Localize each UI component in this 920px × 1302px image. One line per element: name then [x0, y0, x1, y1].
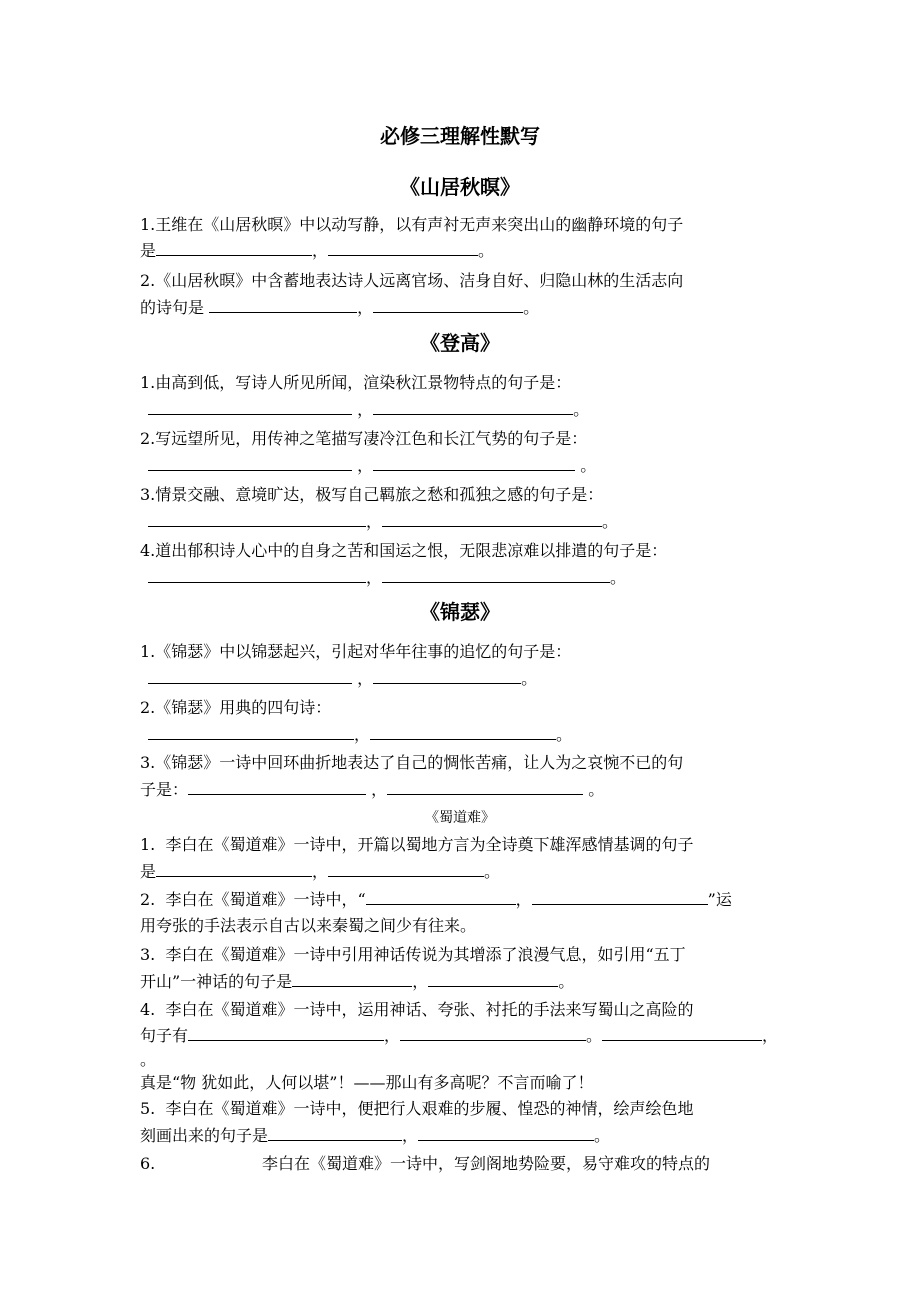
- answer-separator: ，: [366, 568, 383, 587]
- answer-line: [140, 971, 574, 993]
- answer-line: [148, 455, 596, 477]
- answer-separator: ，: [354, 725, 371, 744]
- answer-blank[interactable]: [382, 567, 610, 583]
- answer-blank[interactable]: [418, 1125, 594, 1141]
- answer-end: 。: [523, 298, 540, 317]
- answer-blank[interactable]: [156, 240, 312, 256]
- question-text: [140, 889, 732, 911]
- answer-end: 。: [478, 241, 495, 260]
- answer-line: [140, 297, 539, 319]
- answer-line: [148, 511, 618, 533]
- answer-separator: ，: [402, 1126, 419, 1145]
- question-text: 2.《锦瑟》用典的四句诗：: [140, 698, 332, 717]
- question-text: 2.《山居秋暝》中含蓄地表达诗人远离官场、洁身自好、归隐山林的生活志向: [140, 271, 684, 290]
- answer-blank[interactable]: [268, 1125, 402, 1141]
- answer-line: [140, 779, 604, 801]
- answer-blank[interactable]: [148, 399, 352, 415]
- answer-end: 。: [610, 568, 627, 587]
- answer-blank[interactable]: [382, 511, 602, 527]
- answer-blank[interactable]: [148, 724, 354, 740]
- answer-line: [140, 861, 500, 883]
- answer-line: [140, 1125, 610, 1147]
- answer-blank[interactable]: [602, 1025, 762, 1041]
- answer-prefix: 是: [140, 241, 157, 260]
- answer-blank[interactable]: [148, 455, 352, 471]
- answer-blank[interactable]: [532, 889, 708, 905]
- answer-prefix: 句子有: [140, 1026, 189, 1045]
- answer-blank[interactable]: [328, 861, 484, 877]
- question-text: 用夸张的手法表示自古以来秦蜀之间少有往来。: [140, 916, 477, 935]
- question-text: 真是“物 犹如此，人何以堪”！——那山有多高呢？不言而喻了！: [140, 1073, 594, 1092]
- answer-blank[interactable]: [148, 511, 366, 527]
- answer-separator: ，: [762, 1026, 779, 1045]
- answer-blank[interactable]: [373, 668, 521, 684]
- answer-blank[interactable]: [188, 1025, 384, 1041]
- answer-separator: ，: [384, 1026, 401, 1045]
- answer-blank[interactable]: [148, 668, 352, 684]
- question-text: 1. 李白在《蜀道难》一诗中，开篇以蜀地方言为全诗奠下雄浑感情基调的句子: [140, 835, 694, 854]
- answer-prefix: 的诗句是: [140, 298, 210, 317]
- answer-line: [148, 399, 589, 421]
- answer-separator: ，: [312, 862, 329, 881]
- answer-end: 。: [484, 862, 501, 881]
- document-title: 必修三理解性默写: [380, 124, 540, 148]
- answer-line: [140, 1025, 778, 1047]
- answer-blank[interactable]: [292, 971, 412, 987]
- answer-end: 。: [140, 1050, 157, 1069]
- answer-end: 。: [558, 972, 575, 991]
- answer-separator: ，: [371, 780, 388, 799]
- answer-separator: ，: [366, 512, 383, 531]
- question-text-part: 2. 李白在《蜀道难》一诗中，“: [140, 890, 366, 909]
- answer-prefix: 开山”一神话的句子是: [140, 972, 293, 991]
- answer-end: 。: [602, 512, 619, 531]
- question-number: 6.: [140, 1154, 156, 1173]
- answer-separator: ，: [357, 298, 374, 317]
- answer-mid: 。: [586, 1026, 603, 1045]
- answer-blank[interactable]: [373, 297, 523, 313]
- answer-prefix: 是: [140, 862, 157, 881]
- answer-end: 。: [580, 456, 597, 475]
- answer-prefix: 子是：: [140, 780, 189, 799]
- section-title: 《山居秋暝》: [400, 175, 520, 199]
- answer-end: 。: [521, 669, 538, 688]
- answer-line: [140, 240, 494, 262]
- answer-blank[interactable]: [328, 240, 478, 256]
- answer-separator: ，: [357, 669, 374, 688]
- question-text: 3.《锦瑟》一诗中回环曲折地表达了自己的惆怅苦痛，让人为之哀惋不已的句: [140, 753, 684, 772]
- answer-blank[interactable]: [370, 724, 556, 740]
- section-title: 《锦瑟》: [420, 600, 500, 624]
- question-text: 5. 李白在《蜀道难》一诗中，便把行人艰难的步履、惶恐的神情，绘声绘色地: [140, 1099, 694, 1118]
- section-title: 《蜀道难》: [425, 810, 495, 826]
- answer-line: [148, 724, 572, 746]
- question-text: 4.道出郁积诗人心中的自身之苦和国运之恨，无限悲凉难以排遣的句子是：: [140, 541, 668, 560]
- question-text: 1.由高到低，写诗人所见所闻，渲染秋江景物特点的句子是：: [140, 373, 572, 392]
- answer-blank[interactable]: [156, 861, 312, 877]
- question-text-part: ”运: [707, 890, 732, 909]
- answer-separator: ，: [412, 972, 429, 991]
- answer-separator: ，: [515, 890, 532, 909]
- answer-separator: ，: [357, 456, 374, 475]
- answer-blank[interactable]: [373, 399, 573, 415]
- question-text: 1.王维在《山居秋暝》中以动写静，以有声衬无声来突出山的幽静环境的句子: [140, 215, 684, 234]
- answer-end: 。: [588, 780, 605, 799]
- answer-end: 。: [573, 400, 590, 419]
- answer-blank[interactable]: [400, 1025, 586, 1041]
- answer-separator: ，: [357, 400, 374, 419]
- answer-line: [148, 567, 626, 589]
- answer-end: 。: [594, 1126, 611, 1145]
- question-text: 1.《锦瑟》中以锦瑟起兴，引起对华年往事的追忆的句子是：: [140, 642, 572, 661]
- answer-blank[interactable]: [366, 889, 516, 905]
- question-text: 4. 李白在《蜀道难》一诗中，运用神话、夸张、衬托的手法来写蜀山之高险的: [140, 1000, 694, 1019]
- answer-blank[interactable]: [387, 779, 583, 795]
- section-title: 《登高》: [420, 331, 500, 355]
- question-text: 3.情景交融、意境旷达，极写自己羁旅之愁和孤独之感的句子是：: [140, 485, 604, 504]
- answer-prefix: 刻画出来的句子是: [140, 1126, 269, 1145]
- answer-end: 。: [556, 725, 573, 744]
- answer-blank[interactable]: [373, 455, 575, 471]
- question-text: 3. 李白在《蜀道难》一诗中引用神话传说为其增添了浪漫气息，如引用“五丁: [140, 945, 686, 964]
- answer-blank[interactable]: [428, 971, 558, 987]
- answer-blank[interactable]: [148, 567, 366, 583]
- question-text: 2.写远望所见，用传神之笔描写凄冷江色和长江气势的句子是：: [140, 429, 588, 448]
- answer-blank[interactable]: [209, 297, 357, 313]
- question-text: 李白在《蜀道难》一诗中，写剑阁地势险要，易守难攻的特点的: [262, 1154, 711, 1173]
- answer-blank[interactable]: [188, 779, 366, 795]
- answer-separator: ，: [312, 241, 329, 260]
- answer-line: [148, 668, 537, 690]
